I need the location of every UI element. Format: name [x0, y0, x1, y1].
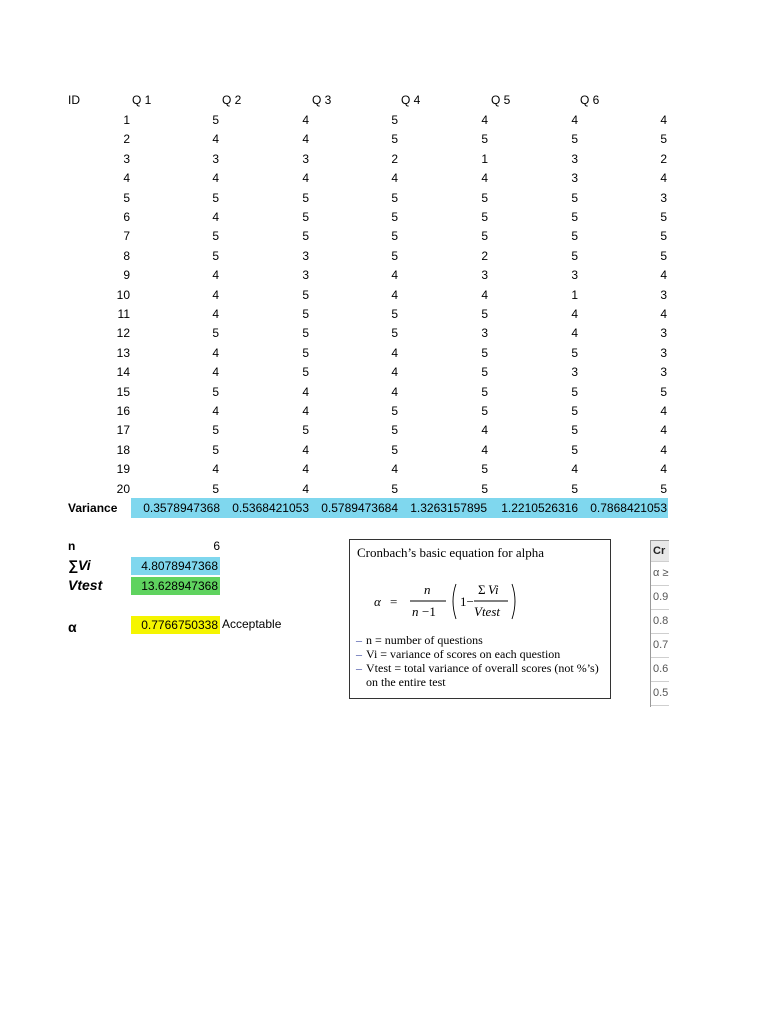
score-cell: 5: [571, 404, 578, 418]
sum-vi-label: ∑Vi: [68, 557, 91, 573]
score-cell: 5: [481, 385, 488, 399]
score-cell: 1: [571, 288, 578, 302]
variance-label: Variance: [68, 501, 118, 515]
sum-vi-value: 4.8078947368: [131, 557, 220, 575]
score-cell: 5: [212, 249, 219, 263]
score-cell: 3: [302, 249, 309, 263]
score-cell: 4: [302, 482, 309, 496]
score-cell: 4: [212, 307, 219, 321]
score-cell: 2: [660, 152, 667, 166]
score-cell: 5: [212, 229, 219, 243]
row-id: 9: [123, 268, 130, 282]
score-cell: 5: [571, 191, 578, 205]
score-cell: 5: [302, 229, 309, 243]
side-table-row: α ≥: [651, 562, 669, 586]
variance-q3: 0.5789473684: [321, 501, 398, 515]
row-id: 16: [116, 404, 130, 418]
score-cell: 4: [391, 268, 398, 282]
score-cell: 4: [212, 404, 219, 418]
row-id: 11: [117, 307, 130, 321]
score-cell: 3: [302, 152, 309, 166]
score-cell: 5: [391, 113, 398, 127]
score-cell: 5: [660, 249, 667, 263]
variance-q5: 1.2210526316: [501, 501, 578, 515]
row-id: 5: [123, 191, 130, 205]
alpha-equation: [350, 570, 610, 630]
row-id: 8: [123, 249, 130, 263]
score-cell: 5: [212, 326, 219, 340]
score-cell: 5: [212, 423, 219, 437]
alpha-value: 0.7766750338: [131, 616, 220, 634]
score-cell: 4: [660, 462, 667, 476]
score-cell: 5: [571, 482, 578, 496]
score-cell: 5: [660, 482, 667, 496]
score-cell: 5: [571, 423, 578, 437]
header-q6: Q 6: [580, 93, 600, 107]
score-cell: 4: [391, 462, 398, 476]
score-cell: 4: [302, 171, 309, 185]
score-cell: 3: [212, 152, 219, 166]
row-id: 18: [116, 443, 130, 457]
formula-notes: [356, 633, 606, 689]
score-cell: 4: [302, 385, 309, 399]
row-id: 6: [123, 210, 130, 224]
score-cell: 5: [212, 191, 219, 205]
score-cell: 4: [391, 288, 398, 302]
score-cell: 4: [571, 307, 578, 321]
score-cell: 5: [571, 132, 578, 146]
score-cell: 5: [302, 326, 309, 340]
svg-text:Vi: Vi: [488, 582, 499, 597]
score-cell: 5: [571, 443, 578, 457]
score-cell: 4: [302, 462, 309, 476]
side-table-row: 0.8: [651, 610, 669, 634]
score-cell: 4: [481, 171, 488, 185]
score-cell: 5: [302, 191, 309, 205]
svg-text:=: =: [390, 594, 398, 609]
header-q4: Q 4: [401, 93, 421, 107]
score-cell: 4: [391, 346, 398, 360]
row-id: 20: [116, 482, 130, 496]
score-cell: 5: [391, 482, 398, 496]
score-cell: 5: [302, 346, 309, 360]
score-cell: 4: [212, 288, 219, 302]
score-cell: 5: [481, 210, 488, 224]
side-table-header: Cr: [651, 541, 669, 562]
variance-q6: 0.7868421053: [590, 501, 667, 515]
score-cell: 5: [660, 229, 667, 243]
alpha-label: α: [68, 619, 77, 635]
score-cell: 4: [212, 462, 219, 476]
header-id: ID: [68, 93, 80, 107]
score-cell: 5: [212, 482, 219, 496]
score-cell: 5: [481, 462, 488, 476]
score-cell: 5: [391, 132, 398, 146]
score-cell: 5: [660, 132, 667, 146]
svg-text:Σ: Σ: [478, 582, 486, 597]
row-id: 10: [116, 288, 130, 302]
n-value: 6: [213, 539, 220, 553]
side-table-row: 0.6: [651, 658, 669, 682]
score-cell: 5: [391, 307, 398, 321]
score-cell: 5: [391, 443, 398, 457]
score-cell: 4: [212, 268, 219, 282]
row-id: 3: [123, 152, 130, 166]
score-cell: 5: [660, 210, 667, 224]
score-cell: 5: [571, 385, 578, 399]
score-cell: 4: [302, 132, 309, 146]
score-cell: 5: [481, 191, 488, 205]
score-cell: 5: [391, 210, 398, 224]
score-cell: 5: [571, 249, 578, 263]
score-cell: 4: [212, 346, 219, 360]
score-cell: 5: [391, 404, 398, 418]
score-cell: 5: [302, 288, 309, 302]
score-cell: 5: [481, 365, 488, 379]
score-cell: 5: [391, 423, 398, 437]
n-label: n: [68, 539, 76, 553]
score-cell: 3: [571, 152, 578, 166]
row-id: 19: [116, 462, 130, 476]
header-q3: Q 3: [312, 93, 332, 107]
score-cell: 5: [481, 346, 488, 360]
score-cell: 5: [481, 132, 488, 146]
score-cell: 5: [212, 385, 219, 399]
score-cell: 4: [481, 443, 488, 457]
side-table-row: 0.7: [651, 634, 669, 658]
cronbach-formula-box: [349, 539, 611, 699]
row-id: 12: [116, 326, 130, 340]
score-cell: 3: [481, 326, 488, 340]
variance-q4: 1.3263157895: [410, 501, 487, 515]
score-cell: 1: [481, 152, 488, 166]
score-cell: 4: [391, 171, 398, 185]
header-q2: Q 2: [222, 93, 242, 107]
score-cell: 5: [481, 229, 488, 243]
score-cell: 4: [302, 443, 309, 457]
score-cell: 4: [302, 404, 309, 418]
score-cell: 5: [391, 249, 398, 263]
score-cell: 3: [571, 171, 578, 185]
score-cell: 5: [302, 423, 309, 437]
svg-text:1−: 1−: [460, 594, 474, 609]
variance-q1: 0.3578947368: [143, 501, 220, 515]
note-n: – n = number of questions: [356, 633, 483, 647]
score-cell: 5: [391, 229, 398, 243]
row-id: 17: [116, 423, 130, 437]
score-cell: 4: [302, 113, 309, 127]
score-cell: 5: [660, 385, 667, 399]
score-cell: 4: [660, 423, 667, 437]
score-cell: 4: [571, 113, 578, 127]
note-vtest: – Vtest = total variance of overall scores (not %’s) on the entire test: [356, 661, 599, 689]
score-cell: 4: [212, 171, 219, 185]
score-cell: 4: [212, 365, 219, 379]
side-table-row: 0.5: [651, 682, 669, 706]
variance-q2: 0.5368421053: [232, 501, 309, 515]
score-cell: 3: [660, 288, 667, 302]
score-cell: 4: [481, 113, 488, 127]
score-cell: 5: [391, 191, 398, 205]
score-cell: 4: [660, 404, 667, 418]
score-cell: 4: [660, 113, 667, 127]
score-cell: 5: [481, 404, 488, 418]
row-id: 7: [123, 229, 130, 243]
svg-text:n: n: [412, 604, 419, 619]
score-cell: 5: [302, 365, 309, 379]
row-id: 15: [116, 385, 130, 399]
row-id: 14: [116, 365, 130, 379]
score-cell: 5: [302, 307, 309, 321]
row-id: 4: [123, 171, 130, 185]
header-q5: Q 5: [491, 93, 511, 107]
svg-text:α: α: [374, 594, 381, 609]
score-cell: 4: [660, 443, 667, 457]
score-cell: 3: [571, 365, 578, 379]
score-cell: 3: [481, 268, 488, 282]
row-id: 2: [123, 132, 130, 146]
score-cell: 2: [391, 152, 398, 166]
score-cell: 4: [481, 288, 488, 302]
side-table-row: 0.9: [651, 586, 669, 610]
svg-text:n: n: [424, 582, 431, 597]
score-cell: 4: [212, 210, 219, 224]
score-cell: 5: [571, 346, 578, 360]
score-cell: 5: [391, 326, 398, 340]
score-cell: 3: [660, 326, 667, 340]
score-cell: 4: [660, 268, 667, 282]
alpha-interpretation-table: [650, 540, 669, 707]
score-cell: 4: [660, 307, 667, 321]
score-cell: 3: [302, 268, 309, 282]
score-cell: 3: [660, 191, 667, 205]
score-cell: 3: [660, 346, 667, 360]
score-cell: 4: [391, 365, 398, 379]
score-cell: 5: [481, 307, 488, 321]
score-cell: 5: [212, 443, 219, 457]
vtest-label: Vtest: [68, 577, 103, 593]
score-cell: 4: [212, 132, 219, 146]
alpha-rating: Acceptable: [222, 617, 282, 631]
score-cell: 4: [391, 385, 398, 399]
formula-title: Cronbach’s basic equation for alpha: [357, 545, 544, 560]
score-cell: 5: [212, 113, 219, 127]
score-cell: 5: [302, 210, 309, 224]
note-vi: – Vi = variance of scores on each question: [356, 647, 561, 661]
score-cell: 4: [660, 171, 667, 185]
score-cell: 4: [571, 462, 578, 476]
score-cell: 5: [571, 210, 578, 224]
score-cell: 5: [571, 229, 578, 243]
row-id: 1: [123, 113, 130, 127]
score-cell: 5: [481, 482, 488, 496]
row-id: 13: [116, 346, 130, 360]
header-q1: Q 1: [132, 93, 152, 107]
svg-text:Vtest: Vtest: [474, 604, 500, 619]
score-cell: 4: [571, 326, 578, 340]
score-cell: 3: [571, 268, 578, 282]
score-cell: 4: [481, 423, 488, 437]
score-cell: 3: [660, 365, 667, 379]
score-cell: 2: [481, 249, 488, 263]
svg-text:−1: −1: [422, 604, 436, 619]
vtest-value: 13.628947368: [131, 577, 220, 595]
